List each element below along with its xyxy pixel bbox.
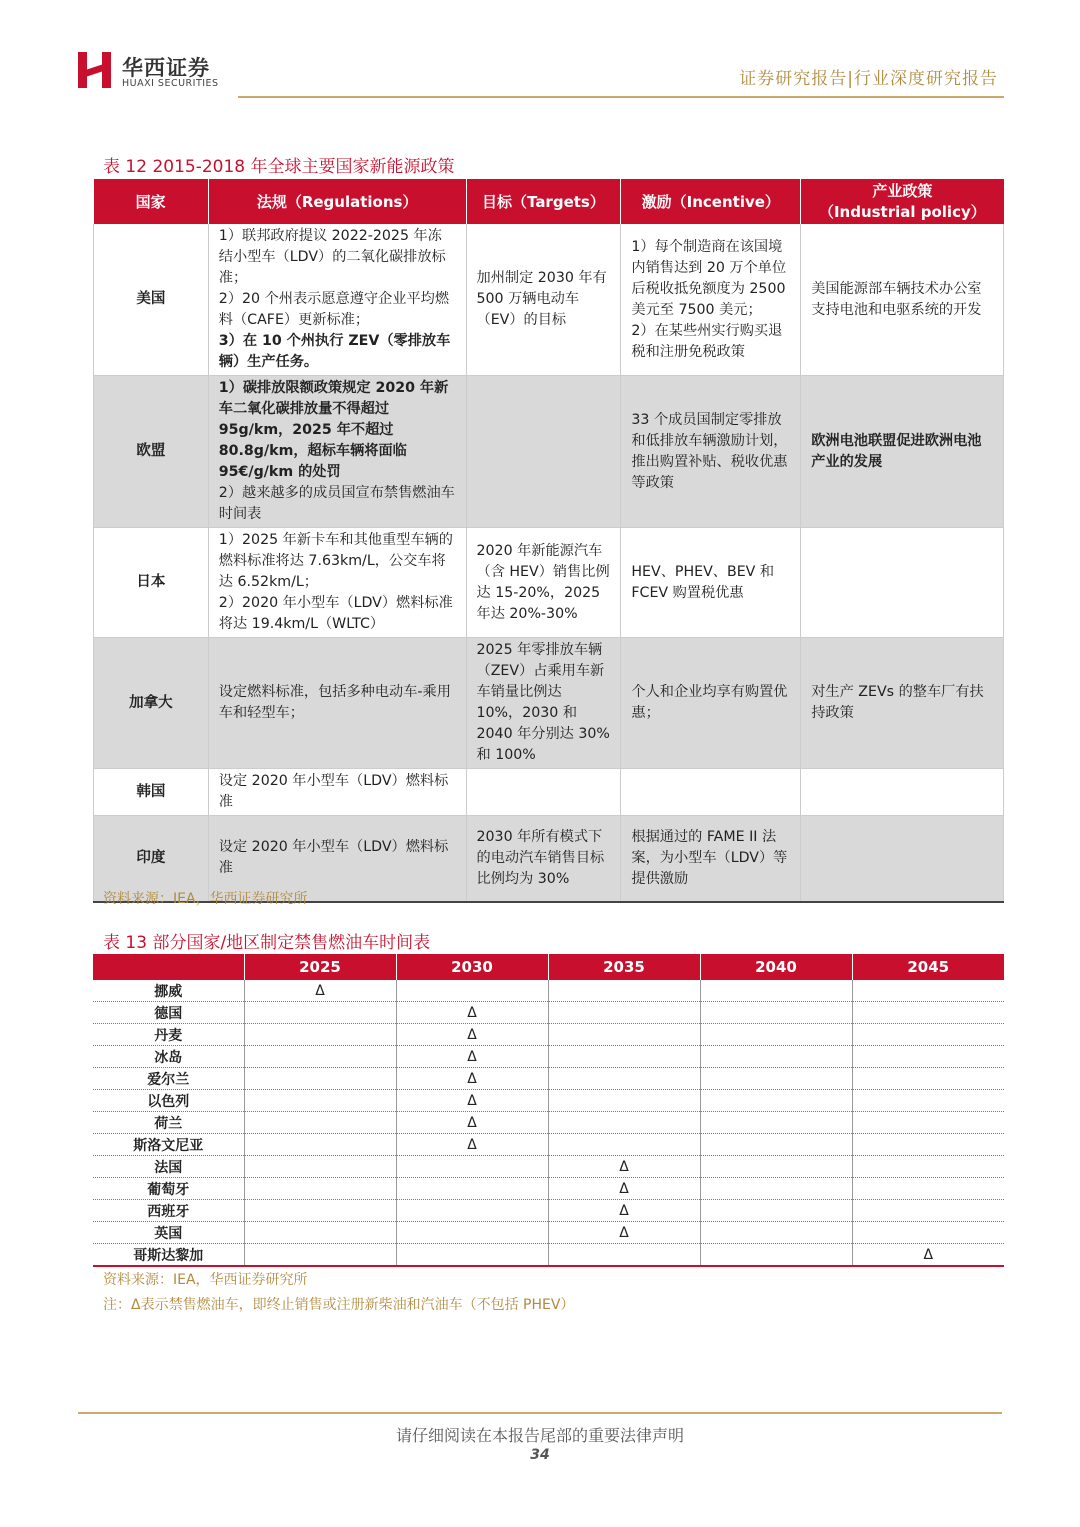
year-cell <box>396 1244 548 1267</box>
regulation-item: 1）联邦政府提议 2022-2025 年冻结小型车（LDV）的二氧化碳排放标准； <box>218 228 446 286</box>
legal-disclaimer: 请仔细阅读在本报告尾部的重要法律声明 <box>395 1426 684 1445</box>
timeline-row <box>93 1244 1004 1267</box>
year-cell: Δ <box>396 1134 548 1156</box>
regulations-cell <box>208 528 466 638</box>
industrial-cell <box>801 528 1004 638</box>
year-cell <box>700 1222 852 1244</box>
country-cell: 美国 <box>94 224 209 376</box>
year-cell <box>244 1068 396 1090</box>
targets-cell <box>466 376 621 528</box>
year-cell <box>700 1156 852 1178</box>
year-cell: Δ <box>244 980 396 1002</box>
header-regulations: 法规（Regulations） <box>208 179 466 224</box>
year-cell: Δ <box>396 1002 548 1024</box>
footer-divider <box>78 1412 1002 1414</box>
header-year: 2035 <box>548 954 700 980</box>
year-cell <box>852 1112 1004 1134</box>
regulations-cell <box>208 376 466 528</box>
header-divider <box>238 96 1004 98</box>
header-incentive: 激励（Incentive） <box>621 179 801 224</box>
regulation-item: 1）2025 年新卡车和其他重型车辆的燃料标准将达 7.63km/L，公交车将达 6.52km/L； <box>218 532 453 590</box>
year-cell: Δ <box>548 1178 700 1200</box>
year-cell <box>700 1244 852 1267</box>
year-cell <box>396 1156 548 1178</box>
timeline-row <box>93 1024 1004 1046</box>
year-cell <box>852 1178 1004 1200</box>
year-cell <box>244 1244 396 1267</box>
year-cell <box>700 980 852 1002</box>
year-cell <box>548 980 700 1002</box>
country-cell: 荷兰 <box>93 1112 244 1134</box>
year-cell <box>700 1046 852 1068</box>
header-industrial-label: 产业政策 （Industrial policy） <box>818 181 986 221</box>
country-cell: 挪威 <box>93 980 244 1002</box>
year-cell <box>244 1156 396 1178</box>
industrial-cell: 欧洲电池联盟促进欧洲电池产业的发展 <box>801 376 1004 528</box>
header-year: 2040 <box>700 954 852 980</box>
year-cell: Δ <box>852 1244 1004 1267</box>
year-cell <box>700 1024 852 1046</box>
year-cell <box>244 1024 396 1046</box>
table-row <box>94 224 1004 376</box>
incentive-item: 2）在某些州实行购买退税和注册免税政策 <box>631 322 783 360</box>
timeline-row <box>93 1156 1004 1178</box>
table12-title: 表 12 2015-2018 年全球主要国家新能源政策 <box>103 157 455 177</box>
year-cell: Δ <box>396 1090 548 1112</box>
year-cell <box>852 980 1004 1002</box>
industrial-cell <box>801 816 1004 902</box>
country-cell: 哥斯达黎加 <box>93 1244 244 1267</box>
industrial-cell <box>801 769 1004 816</box>
year-cell <box>700 1200 852 1222</box>
year-cell <box>852 1134 1004 1156</box>
industrial-cell: 美国能源部车辆技术办公室支持电池和电驱系统的开发 <box>801 224 1004 376</box>
year-cell <box>548 1024 700 1046</box>
header-year: 2045 <box>852 954 1004 980</box>
regulation-item: 2）20 个州表示愿意遵守企业平均燃料（CAFE）更新标准； <box>218 291 450 328</box>
table-row <box>94 769 1004 816</box>
country-cell: 斯洛文尼亚 <box>93 1134 244 1156</box>
incentive-cell <box>621 769 801 816</box>
year-cell <box>548 1134 700 1156</box>
table13-source: 资料来源：IEA，华西证券研究所 <box>103 1272 308 1288</box>
year-cell: Δ <box>396 1046 548 1068</box>
page-number: 34 <box>530 1447 550 1463</box>
page-header <box>0 0 1080 100</box>
country-cell: 葡萄牙 <box>93 1178 244 1200</box>
targets-cell: 2020 年新能源汽车（含 HEV）销售比例达 15-20%，2025 年达 20%-30% <box>466 528 621 638</box>
timeline-row <box>93 1200 1004 1222</box>
year-cell <box>548 1068 700 1090</box>
regulations-cell: 设定燃料标准，包括多种电动车-乘用车和轻型车； <box>208 638 466 769</box>
country-cell: 法国 <box>93 1156 244 1178</box>
year-cell <box>700 1002 852 1024</box>
year-cell <box>852 1090 1004 1112</box>
country-cell: 欧盟 <box>94 376 209 528</box>
year-cell: Δ <box>548 1222 700 1244</box>
country-cell: 爱尔兰 <box>93 1068 244 1090</box>
header-country: 国家 <box>94 179 209 224</box>
year-cell <box>244 1178 396 1200</box>
country-cell: 冰岛 <box>93 1046 244 1068</box>
year-cell <box>700 1134 852 1156</box>
report-type: 证券研究报告|行业深度研究报告 <box>739 69 998 89</box>
header-year: 2025 <box>244 954 396 980</box>
year-cell <box>244 1046 396 1068</box>
country-cell: 英国 <box>93 1222 244 1244</box>
year-cell <box>700 1090 852 1112</box>
year-cell <box>548 1046 700 1068</box>
regulation-item: 3）在 10 个州执行 ZEV（零排放车辆）生产任务。 <box>218 333 451 370</box>
year-cell <box>244 1002 396 1024</box>
country-cell: 德国 <box>93 1002 244 1024</box>
timeline-row <box>93 1134 1004 1156</box>
targets-cell: 2030 年所有模式下的电动汽车销售目标比例均为 30% <box>466 816 621 902</box>
timeline-row <box>93 1068 1004 1090</box>
header-industrial <box>801 179 1004 224</box>
year-cell <box>396 980 548 1002</box>
timeline-row <box>93 1002 1004 1024</box>
header-blank <box>93 954 244 980</box>
year-cell <box>548 1244 700 1267</box>
year-cell <box>396 1178 548 1200</box>
year-cell <box>548 1090 700 1112</box>
ban-timeline-table <box>93 954 1004 1267</box>
year-cell: Δ <box>396 1112 548 1134</box>
country-cell: 加拿大 <box>94 638 209 769</box>
country-cell: 日本 <box>94 528 209 638</box>
header-targets: 目标（Targets） <box>466 179 621 224</box>
timeline-row <box>93 1090 1004 1112</box>
table13-title: 表 13 部分国家/地区制定禁售燃油车时间表 <box>103 933 431 953</box>
regulation-item: 2）越来越多的成员国宣布禁售燃油车时间表 <box>218 485 455 522</box>
policy-table-header <box>94 179 1004 224</box>
targets-cell: 加州制定 2030 年有 500 万辆电动车（EV）的目标 <box>466 224 621 376</box>
timeline-row <box>93 980 1004 1002</box>
incentive-cell: 根据通过的 FAME II 法案，为小型车（LDV）等提供激励 <box>621 816 801 902</box>
year-cell: Δ <box>396 1024 548 1046</box>
year-cell <box>852 1200 1004 1222</box>
incentive-cell: 33 个成员国制定零排放和低排放车辆激励计划，推出购置补贴、税收优惠等政策 <box>621 376 801 528</box>
year-cell <box>852 1156 1004 1178</box>
year-cell <box>244 1200 396 1222</box>
table-row <box>94 376 1004 528</box>
incentive-cell: 个人和企业均享有购置优惠； <box>621 638 801 769</box>
timeline-row <box>93 1046 1004 1068</box>
year-cell: Δ <box>548 1156 700 1178</box>
targets-cell <box>466 769 621 816</box>
timeline-row <box>93 1178 1004 1200</box>
year-cell <box>548 1002 700 1024</box>
year-cell <box>244 1112 396 1134</box>
year-cell <box>700 1112 852 1134</box>
year-cell <box>396 1222 548 1244</box>
header-year: 2030 <box>396 954 548 980</box>
table13-note: 注：Δ表示禁售燃油车，即终止销售或注册新柴油和汽油车（不包括 PHEV） <box>103 1297 575 1313</box>
year-cell <box>548 1112 700 1134</box>
year-cell <box>244 1090 396 1112</box>
regulations-cell: 设定 2020 年小型车（LDV）燃料标准 <box>208 769 466 816</box>
regulation-item: 2）2020 年小型车（LDV）燃料标准将达 19.4km/L（WLTC） <box>218 595 453 632</box>
timeline-row <box>93 1222 1004 1244</box>
year-cell <box>852 1002 1004 1024</box>
brand-name-en: HUAXI SECURITIES <box>122 78 219 89</box>
regulation-item: 1）碳排放限额政策规定 2020 年新车二氧化碳排放量不得超过 95g/km，2025 年不超过 80.8g/km，超标车辆将面临 95€/g/km 的处罚 <box>218 380 449 480</box>
country-cell: 丹麦 <box>93 1024 244 1046</box>
year-cell: Δ <box>548 1200 700 1222</box>
timeline-header <box>93 954 1004 980</box>
table-row <box>94 638 1004 769</box>
year-cell <box>852 1222 1004 1244</box>
year-cell <box>700 1068 852 1090</box>
regulations-cell: 设定 2020 年小型车（LDV）燃料标准 <box>208 816 466 902</box>
year-cell <box>700 1178 852 1200</box>
year-cell <box>852 1068 1004 1090</box>
country-cell: 以色列 <box>93 1090 244 1112</box>
country-cell: 西班牙 <box>93 1200 244 1222</box>
year-cell <box>244 1222 396 1244</box>
timeline-row <box>93 1112 1004 1134</box>
incentive-cell: HEV、PHEV、BEV 和 FCEV 购置税优惠 <box>621 528 801 638</box>
country-cell: 印度 <box>94 816 209 902</box>
year-cell: Δ <box>396 1068 548 1090</box>
country-cell: 韩国 <box>94 769 209 816</box>
table-row <box>94 528 1004 638</box>
year-cell <box>852 1024 1004 1046</box>
table12-source: 资料来源：IEA，华西证券研究所 <box>103 891 308 907</box>
targets-cell: 2025 年零排放车辆（ZEV）占乘用车新车销量比例达 10%，2030 和 2040 年分别达 30%和 100% <box>466 638 621 769</box>
year-cell <box>244 1134 396 1156</box>
policy-table <box>93 179 1004 903</box>
industrial-cell: 对生产 ZEVs 的整车厂有扶持政策 <box>801 638 1004 769</box>
year-cell <box>396 1200 548 1222</box>
year-cell <box>852 1046 1004 1068</box>
huaxi-logo-icon <box>78 52 112 88</box>
incentive-cell <box>621 224 801 376</box>
incentive-item: 1）每个制造商在该国境内销售达到 20 万个单位后税收抵免额度为 2500 美元至 7500 美元； <box>631 238 787 318</box>
regulations-cell <box>208 224 466 376</box>
brand-name-cn: 华西证券 <box>122 56 210 80</box>
